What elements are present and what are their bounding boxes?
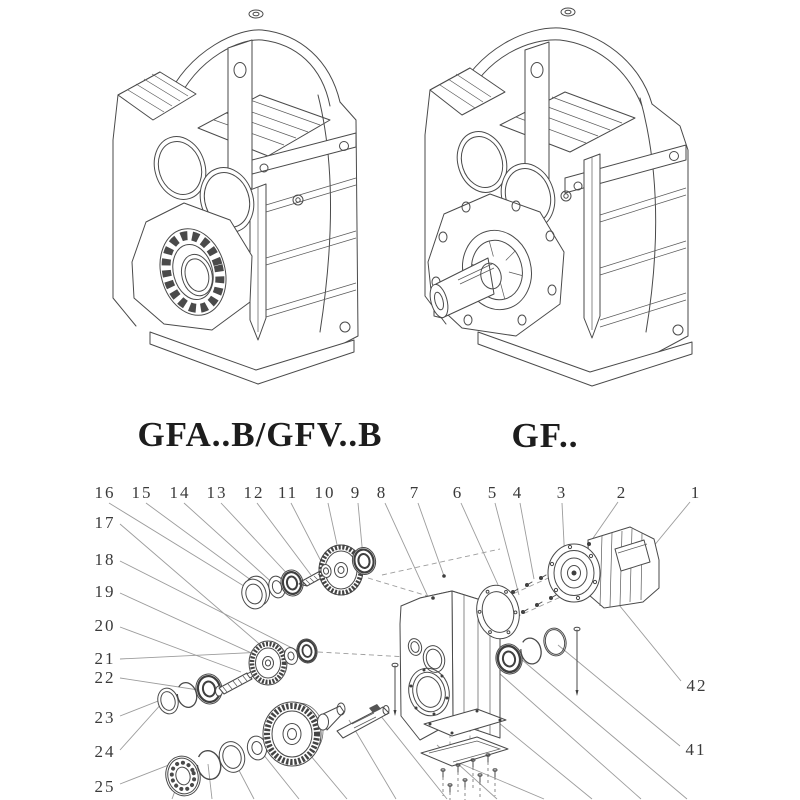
leader-line <box>459 763 544 799</box>
callout-number-5: 5 <box>487 483 499 502</box>
oil-seal <box>155 686 181 716</box>
callout-number-8: 8 <box>376 483 388 502</box>
leader-line <box>499 673 641 799</box>
dashed-guide-line <box>382 549 500 575</box>
leader-line <box>521 659 687 799</box>
callout-number-16: 16 <box>94 483 116 502</box>
leader-line <box>120 702 163 750</box>
callout-number-10: 10 <box>314 483 336 502</box>
ball-bearing <box>161 752 204 799</box>
intermediate-gear <box>249 641 287 685</box>
housing-bolt <box>442 574 446 578</box>
dashed-guide-line <box>318 652 408 657</box>
motor-screw <box>587 542 591 546</box>
gearbox-right-drawing <box>425 8 692 386</box>
callout-number-9: 9 <box>350 483 362 502</box>
bearing <box>295 637 320 665</box>
output-shaft-assembly <box>161 702 389 800</box>
exploded-parts <box>155 527 659 800</box>
callout-number-20: 20 <box>94 616 116 635</box>
o-ring <box>541 626 568 658</box>
output-gear <box>263 702 323 766</box>
leader-line <box>558 645 680 746</box>
leader-line <box>385 503 429 599</box>
callout-number-6: 6 <box>452 483 464 502</box>
callout-number-14: 14 <box>169 483 191 502</box>
leader-line <box>418 503 444 576</box>
callout-number-18: 18 <box>94 550 116 569</box>
callout-number-12: 12 <box>243 483 265 502</box>
callout-number-42: 42 <box>686 676 708 695</box>
callout-number-3: 3 <box>556 483 568 502</box>
callout-number-21: 21 <box>94 649 116 668</box>
leader-line <box>109 503 252 591</box>
sleeve <box>318 703 346 730</box>
input-shaft-assembly <box>238 545 378 612</box>
leader-line <box>461 503 499 587</box>
housing-bolt <box>431 596 435 600</box>
callout-number-17: 17 <box>94 513 116 532</box>
leader-line <box>208 764 212 799</box>
gearbox-left-drawing <box>113 10 358 384</box>
leader-line <box>615 600 681 681</box>
bottom-cover-plates <box>421 709 508 800</box>
leader-line <box>120 524 264 648</box>
leader-line <box>520 503 534 579</box>
leader-line <box>257 503 311 575</box>
leader-line <box>291 503 325 569</box>
leader-line <box>349 720 396 799</box>
callout-number-41: 41 <box>685 740 707 759</box>
long-bolt <box>574 627 580 696</box>
callout-number-2: 2 <box>616 483 628 502</box>
leader-line <box>146 503 263 589</box>
callout-number-13: 13 <box>206 483 228 502</box>
callout-number-23: 23 <box>94 708 116 727</box>
callout-number-15: 15 <box>131 483 153 502</box>
callout-number-22: 22 <box>94 668 116 687</box>
callout-number-1: 1 <box>690 483 702 502</box>
callout-number-4: 4 <box>512 483 524 502</box>
callout-number-7: 7 <box>409 483 421 502</box>
model-label-right: GF.. <box>511 416 579 455</box>
callout-number-11: 11 <box>277 483 299 502</box>
model-label-left: GFA..B/GFV..B <box>137 415 383 454</box>
long-bolt <box>392 663 398 716</box>
callout-number-19: 19 <box>94 582 116 601</box>
leader-line <box>120 627 241 672</box>
motor-flange <box>548 544 600 602</box>
callout-number-25: 25 <box>94 777 116 796</box>
callout-number-24: 24 <box>94 742 116 761</box>
leader-line <box>184 503 277 587</box>
motor <box>548 527 659 608</box>
